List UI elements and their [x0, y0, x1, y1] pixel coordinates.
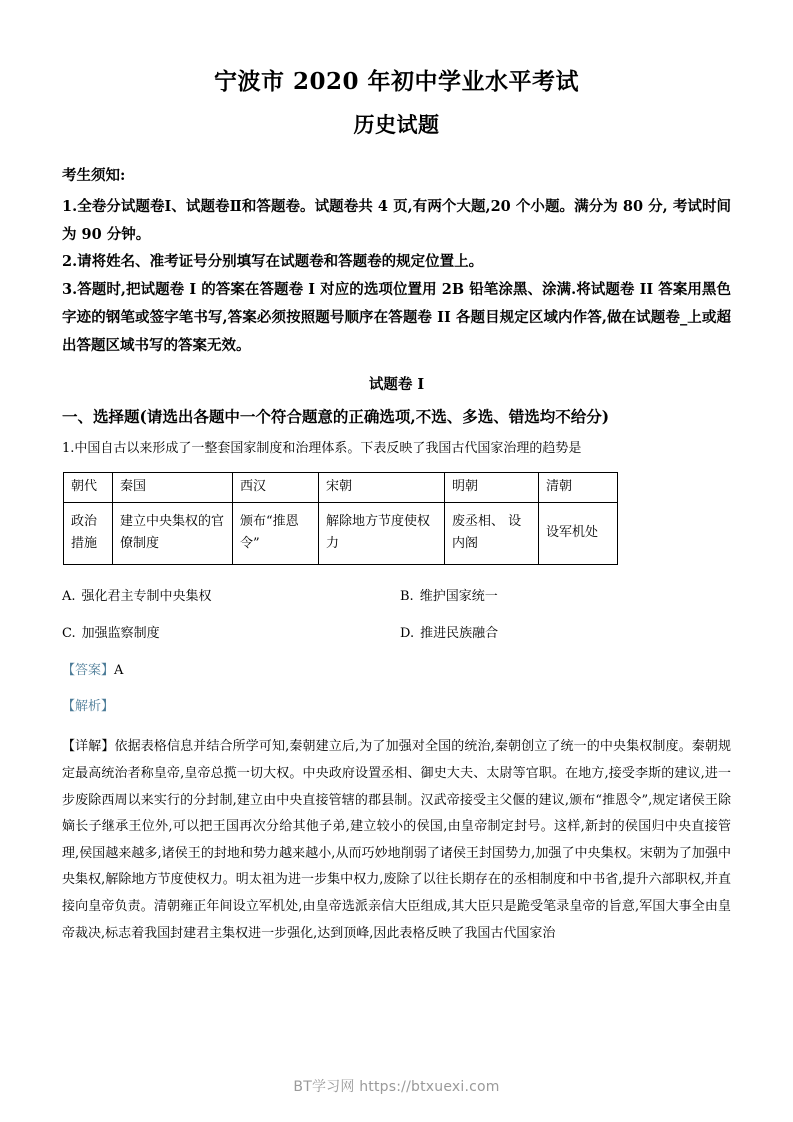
option-d[interactable] — [400, 624, 738, 645]
answer-tag: 【答案】 — [62, 662, 115, 678]
notice-item-3: 3.答题时,把试题卷 I 的答案在答题卷 I 对应的选项位置用 2B 铅笔涂黑、涂满.将试题卷 II 答案用黑色字迹的钢笔或签字笔书写,答案必须按照题号顺序在答题卷 II 各题目规定区域内作答,做在试题卷_上或超出答题区域书写的答案无效。 — [62, 281, 731, 354]
page-subtitle: 历史试题 — [353, 112, 440, 138]
page-title: 宁波市 2020 年初中学业水平考试 — [213, 68, 580, 95]
option-a[interactable] — [62, 587, 400, 608]
candidate-notice — [62, 165, 731, 359]
section-heading-multiple-choice: 一、选择题(请选出各题中一个符合题意的正确选项,不选、多选、错选均不给分) — [62, 406, 610, 426]
option-a-letter: A. — [62, 589, 76, 605]
question-1-stem: 1.中国自古以来形成了一整套国家制度和治理体系。下表反映了我国古代国家治理的趋势是 — [62, 441, 582, 457]
table-row — [64, 473, 618, 503]
table-cell-dynasty-header: 朝代 — [64, 473, 113, 503]
option-c-letter: C. — [62, 625, 76, 641]
table-cell-qing-measure: 设军机处 — [539, 503, 618, 565]
table-cell-qing: 清朝 — [539, 473, 618, 503]
notice-item-1: 1.全卷分试题卷Ⅰ、试题卷Ⅱ和答题卷。试题卷共 4 页,有两个大题,20 个小题。满分为 80 分, 考试时间为 90 分钟。 — [62, 197, 731, 243]
option-b[interactable] — [400, 587, 738, 608]
option-a-text: 强化君主专制中央集权 — [81, 589, 212, 605]
table-cell-qin-measure: 建立中央集权的官僚制度 — [113, 503, 233, 565]
table-cell-western-han-measure: 颁布“推恩令” — [233, 503, 319, 565]
option-c[interactable] — [62, 624, 400, 645]
detail-text: 依据表格信息并结合所学可知,秦朝建立后,为了加强对全国的统治,秦朝创立了统一的中央集权制度。秦朝规定最高统治者称皇帝,皇帝总揽一切大权。中央政府设置丞相、御史大夫、太尉等官职。在地方,接受李斯的建议,进一步废除西周以来实行的分封制,建立由中央直接管辖的郡县制。汉武帝接受主父偃的建议,颁布“推恩令”,规定诸侯王除嫡长子继承王位外,可以把王国再次分给其他子弟,建立较小的侯国,由皇帝制定封号。这样,新封的侯国归中央直接管理,侯国越来越多,诸侯王的封地和势力越来越小,从而巧妙地削弱了诸侯王封国势力,加强了中央集权。宋朝为了加强中央集权,解除地方节度使权力。明太祖为进一步集中权力,废除了以往长期存在的丞相制度和中书省,提升六部职权,并直接向皇帝负责。清朝雍正年间设立军机处,由皇帝选派亲信大臣组成,其大臣只是跪受笔录皇帝的旨意,军国大事全由皇帝裁决,标志着我国封建君主集权进一步强化,达到顶峰,因此表格反映了我国古代国家治 — [62, 739, 731, 941]
analysis-tag: 【解析】 — [62, 699, 115, 715]
option-d-text: 推进民族融合 — [420, 625, 499, 641]
notice-heading: 考生须知: — [62, 167, 126, 185]
paper-part-label: 试题卷 I — [368, 375, 425, 393]
footer-watermark: BT学习网 https://btxuexi.com — [293, 1079, 500, 1095]
table-cell-song: 宋朝 — [319, 473, 445, 503]
answer-value: A — [114, 662, 124, 678]
option-row-ab — [62, 587, 731, 608]
question-1-options — [62, 587, 731, 645]
dynasty-measures-table — [63, 472, 618, 565]
option-b-text: 维护国家统一 — [419, 589, 498, 605]
table-row — [64, 503, 618, 565]
answer-line — [62, 661, 731, 682]
table-cell-western-han: 西汉 — [233, 473, 319, 503]
table-cell-measures-header: 政治措施 — [64, 503, 113, 565]
notice-item-2: 2.请将姓名、准考证号分别填写在试题卷和答题卷的规定位置上。 — [62, 253, 484, 271]
option-c-text: 加强监察制度 — [81, 625, 160, 641]
table-cell-song-measure: 解除地方节度使权力 — [319, 503, 445, 565]
option-d-letter: D. — [400, 625, 415, 641]
detail-tag: 【详解】 — [62, 739, 115, 755]
detail-explanation — [62, 734, 731, 947]
table-cell-ming: 明朝 — [445, 473, 539, 503]
analysis-line — [62, 697, 731, 718]
option-row-cd — [62, 624, 731, 645]
table-cell-ming-measure: 废丞相、 设内阁 — [445, 503, 539, 565]
table-cell-qin: 秦国 — [113, 473, 233, 503]
option-b-letter: B. — [400, 589, 414, 605]
